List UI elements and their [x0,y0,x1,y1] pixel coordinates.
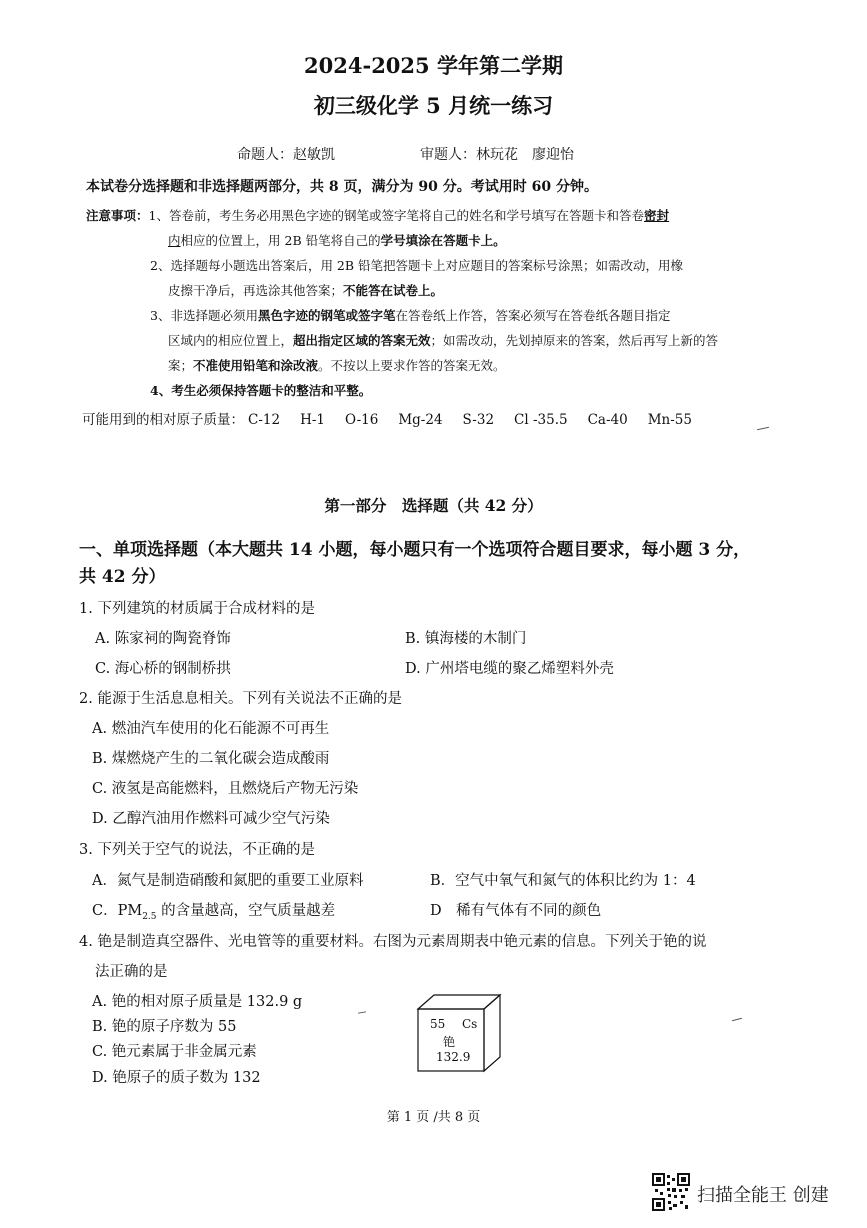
note-3-line-3: 案；不准使用铅笔和涂改液。不按以上要求作答的答案无效。 [168,358,506,373]
atomic-masses [82,408,712,428]
question-2-option-c: C. 液氢是高能燃料，且燃烧后产物无污染 [92,781,359,797]
question-3-option-c: C．$PM_{2.5}$ 的含量越高，空气质量越差 [92,903,336,922]
scanner-watermark: 扫描全能王 创建 [697,1185,829,1206]
note-3-line-2: 区域内的相应位置上，超出指定区域的答案无效；如需改动，先划掉原来的答案，然后再写上新的答 [168,333,719,348]
qr-code-icon [652,1173,690,1211]
question-3-option-b: B．空气中氧气和氮气的体积比约为 1：4 [430,873,696,889]
exam-summary: 本试卷分选择题和非选择题两部分，共 8 页，满分为 90 分。考试用时 60 分钟。 [86,179,598,195]
note-2-line-2: 皮擦干净后，再选涂其他答案；不能答在试卷上。 [168,283,444,298]
question-3-stem: 3. 下列关于空气的说法，不正确的是 [79,842,315,858]
atomic-mass-item: Mn-55 [647,412,692,428]
element-symbol: Cs [462,1017,478,1031]
part-1-title: 第一部分 选择题（共 42 分） [324,496,543,515]
exam-title-subject: 初三级化学 5 月统一练习 [313,93,554,118]
atomic-mass-item: H-1 [300,412,326,428]
element-name: 铯 [443,1035,456,1049]
scan-mark [358,1011,366,1013]
atomic-masses-label: 可能用到的相对原子质量： [82,412,244,428]
question-4-option-c: C. 铯元素属于非金属元素 [92,1044,257,1060]
note-2-line-1: 2、选择题每小题选出答案后，用 2B 铅笔把答题卡上对应题目的答案标号涂黑；如需改动，用橡 [150,258,684,273]
question-4-stem-line-2: 法正确的是 [95,964,168,980]
cesium-element-cell [414,993,502,1073]
question-3-option-d: D 稀有气体有不同的颜色 [430,903,602,919]
question-4-option-d: D. 铯原子的质子数为 132 [92,1070,261,1086]
note-1-line-2: 内相应的位置上，用 2B 铅笔将自己的学号填涂在答题卡上。 [168,233,506,248]
scan-mark [757,427,769,430]
element-atomic-mass: 132.9 [436,1050,471,1064]
note-1-line-1: 注意事项：1、答卷前，考生务必用黑色字迹的钢笔或签字笔将自己的姓名和学号填写在答题卡和答卷密封 [86,208,669,223]
element-atomic-number: 55 [430,1017,446,1031]
exam-title-term: 2024-2025 学年第二学期 [304,53,563,78]
question-2-stem: 2. 能源于生活息息相关。下列有关说法不正确的是 [79,691,402,707]
question-1-option-b: B. 镇海楼的木制门 [405,631,527,647]
question-3-option-a: A．氮气是制造硝酸和氮肥的重要工业原料 [92,873,364,889]
note-3-line-1: 3、非选择题必须用黑色字迹的钢笔或签字笔在答卷纸上作答，答案必须写在答卷纸各题目指定 [150,308,671,323]
section-1-heading-line-2: 共 42 分） [79,567,166,587]
question-1-stem: 1. 下列建筑的材质属于合成材料的是 [79,601,315,617]
question-2-option-b: B. 煤燃烧产生的二氧化碳会造成酸雨 [92,751,330,767]
question-2-option-a: A. 燃油汽车使用的化石能源不可再生 [92,721,330,737]
question-1-option-c: C. 海心桥的钢制桥拱 [95,661,231,677]
notes-label: 注意事项： [86,208,149,223]
section-1-heading-line-1: 一、单项选择题（本大题共 14 小题，每小题只有一个选项符合题目要求，每小题 3 分， [79,540,751,560]
reviewer-label: 审题人：林玩花 廖迎怡 [420,147,574,163]
question-1-option-a: A. 陈家祠的陶瓷脊饰 [95,631,231,647]
question-4-option-a: A. 铯的相对原子质量是 132.9 g [92,994,303,1010]
question-4-option-b: B. 铯的原子序数为 55 [92,1019,237,1035]
page-number: 第 1 页 /共 8 页 [386,1110,481,1125]
atomic-mass-item: O-16 [345,412,379,428]
atomic-mass-item: S-32 [462,412,495,428]
question-1-option-d: D. 广州塔电缆的聚乙烯塑料外壳 [405,661,614,677]
author-label: 命题人：赵敏凯 [237,147,335,163]
atomic-mass-item: Ca-40 [587,412,628,428]
question-4-stem-line-1: 4. 铯是制造真空器件、光电管等的重要材料。右图为元素周期表中铯元素的信息。下列关于铯的说 [79,934,707,950]
note-4: 4、考生必须保持答题卡的整洁和平整。 [150,383,372,398]
atomic-mass-item: Mg-24 [398,412,443,428]
atomic-mass-item: Cl -35.5 [514,412,568,428]
question-2-option-d: D. 乙醇汽油用作燃料可减少空气污染 [92,811,330,827]
scan-mark [732,1018,742,1022]
atomic-mass-item: C-12 [248,412,281,428]
